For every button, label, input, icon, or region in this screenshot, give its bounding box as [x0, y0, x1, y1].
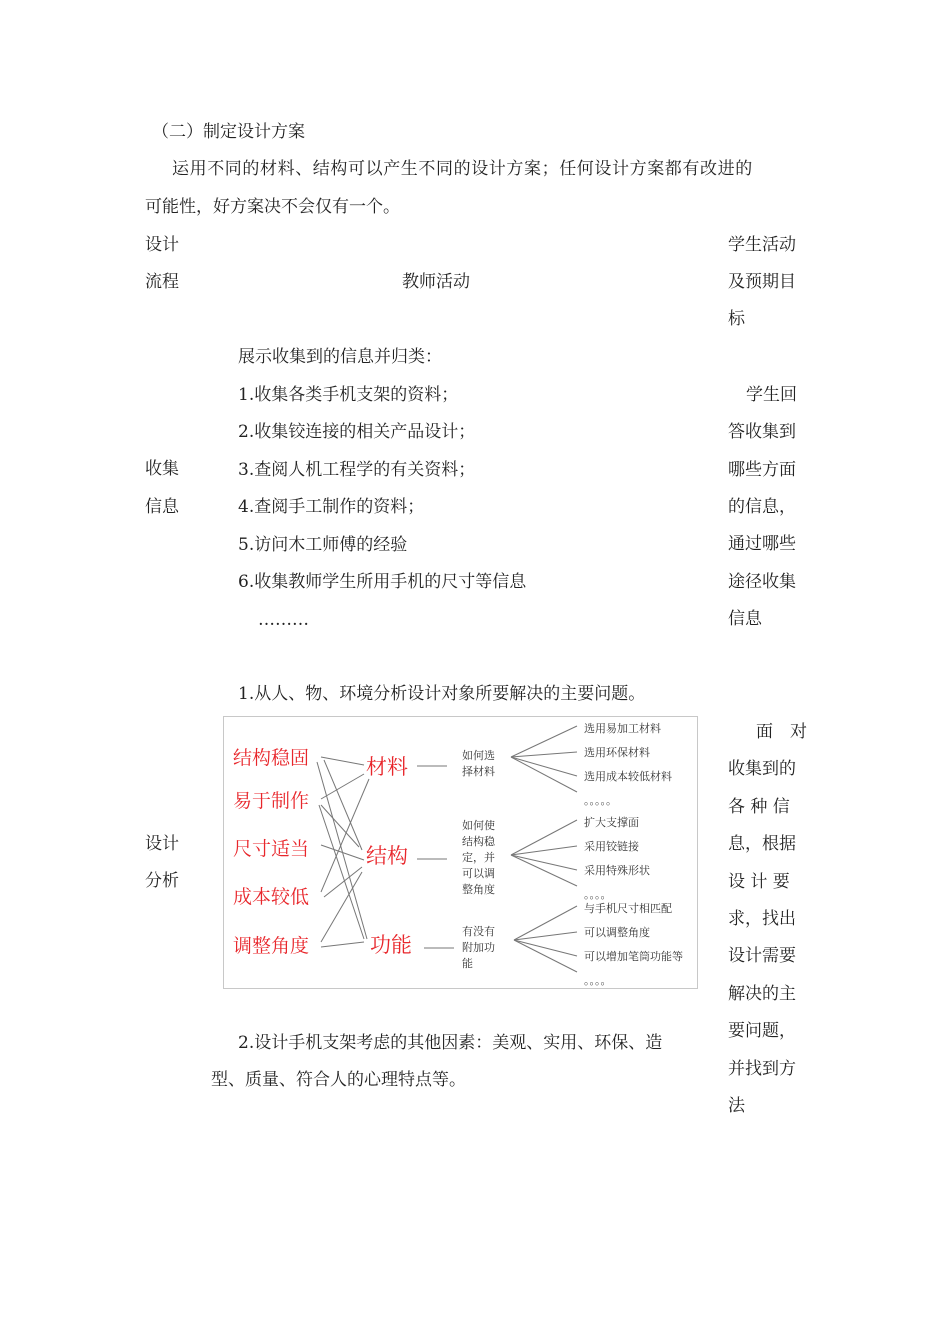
connector-line: [511, 757, 577, 792]
collect-student-line: 学生回: [746, 385, 797, 405]
analysis-student-line: 设 计 要: [728, 871, 790, 892]
question-label: 结构稳: [462, 835, 495, 848]
analysis-student-line: 法: [728, 1096, 745, 1116]
analysis-diagram: [223, 716, 698, 989]
collect-student-line: 通过哪些: [728, 534, 796, 555]
question-label: 择材料: [462, 765, 495, 778]
option-label: 。。。。: [584, 888, 612, 901]
analysis-student-line: 设计需要: [728, 946, 796, 967]
analysis-student-line: 面 对: [756, 722, 807, 742]
header-process-2: 流程: [145, 272, 179, 292]
collect-item: ………: [258, 609, 309, 630]
option-label: 与手机尺寸相匹配: [584, 902, 672, 915]
connector-line: [321, 845, 364, 860]
collect-item: 1.收集各类手机支架的资料；: [238, 384, 459, 405]
header-teacher: 教师活动: [402, 272, 470, 292]
option-label: 扩大支撑面: [584, 816, 639, 829]
stage-analysis-2: 分析: [145, 871, 179, 891]
option-label: 可以增加笔筒功能等: [584, 950, 683, 963]
connector-line: [321, 872, 362, 942]
connector-line: [321, 757, 364, 765]
collect-student-line: 的信息，: [728, 496, 796, 517]
connector-line: [511, 820, 577, 855]
connector-line: [511, 846, 577, 855]
connector-line: [321, 942, 364, 947]
option-label: 选用成本较低材料: [584, 770, 672, 783]
analysis-item-2: 2.设计手机支架考虑的其他因素：美观、实用、环保、造: [238, 1033, 663, 1053]
collect-student-line: 信息: [728, 608, 762, 629]
question-label: 有没有: [462, 925, 495, 938]
question-label: 可以调: [462, 867, 495, 880]
collect-item: 展示收集到的信息并归类：: [238, 347, 442, 367]
requirement-label: 成本较低: [233, 886, 310, 908]
header-student: 学生活动: [728, 235, 796, 255]
option-label: 采用铰链接: [584, 840, 639, 853]
intro-line-1: 运用不同的材料、结构可以产生不同的设计方案；任何设计方案都有改进的: [172, 159, 753, 179]
connector-line: [511, 757, 577, 776]
collect-item: 3.查阅人机工程学的有关资料；: [238, 459, 476, 480]
connector-line: [514, 940, 577, 972]
connector-line: [321, 774, 364, 799]
option-label: 。。。。。: [584, 794, 617, 807]
option-label: 采用特殊形状: [584, 864, 650, 877]
aspect-label: 材料: [366, 755, 408, 779]
question-label: 整角度: [462, 883, 495, 896]
collect-item: 5.访问木工师傅的经验: [238, 534, 408, 555]
header-student-3: 标: [728, 309, 745, 329]
analysis-item-2b: 型、质量、符合人的心理特点等。: [211, 1070, 466, 1090]
analysis-student-line: 各 种 信: [728, 796, 790, 817]
collect-student-line: 答收集到: [728, 422, 796, 443]
requirement-label: 尺寸适当: [233, 838, 310, 860]
option-label: 选用易加工材料: [584, 722, 661, 735]
question-label: 能: [462, 957, 473, 970]
stage-analysis: 设计: [145, 834, 179, 854]
requirement-label: 结构稳固: [233, 747, 310, 769]
collect-item: 4.查阅手工制作的资料；: [238, 497, 425, 517]
option-label: 。。。。: [584, 974, 612, 987]
header-student-2: 及预期目: [728, 272, 796, 292]
stage-collect: 收集: [145, 459, 179, 479]
connector-line: [511, 855, 577, 886]
connector-line: [514, 906, 577, 940]
analysis-student-line: 息，根据: [728, 834, 796, 855]
connector-line: [319, 805, 364, 939]
connector-line: [514, 940, 577, 956]
question-label: 定，并: [462, 851, 495, 864]
analysis-item-1: 1.从人、物、环境分析设计对象所要解决的主要问题。: [238, 684, 646, 704]
collect-student-line: 哪些方面: [728, 459, 796, 480]
question-label: 如何使: [462, 819, 495, 832]
requirement-label: 易于制作: [233, 790, 310, 812]
option-label: 选用环保材料: [584, 746, 650, 759]
connector-line: [321, 779, 369, 892]
header-process: 设计: [145, 235, 179, 255]
option-label: 可以调整角度: [584, 926, 650, 939]
analysis-student-line: 并找到方: [728, 1058, 796, 1079]
requirement-label: 调整角度: [233, 935, 310, 957]
analysis-student-line: 解决的主: [728, 983, 796, 1004]
connector-line: [321, 805, 359, 847]
connector-line: [317, 762, 367, 939]
collect-item: 6.收集教师学生所用手机的尺寸等信息: [238, 572, 527, 592]
collect-student-line: 途径收集: [728, 571, 796, 592]
question-label: 如何选: [462, 749, 495, 762]
question-label: 附加功: [462, 941, 495, 954]
stage-collect-2: 信息: [145, 497, 179, 517]
aspect-label: 功能: [370, 933, 412, 957]
analysis-student-line: 要问题，: [728, 1021, 796, 1042]
analysis-student-line: 收集到的: [728, 759, 796, 780]
aspect-label: 结构: [366, 844, 408, 868]
analysis-student-line: 求，找出: [728, 909, 796, 929]
intro-line-2: 可能性，好方案决不会仅有一个。: [145, 197, 400, 217]
section-title: （二）制定设计方案: [152, 122, 305, 142]
collect-item: 2.收集铰连接的相关产品设计；: [238, 422, 476, 442]
connector-line: [511, 855, 577, 870]
connector-line: [514, 932, 577, 940]
